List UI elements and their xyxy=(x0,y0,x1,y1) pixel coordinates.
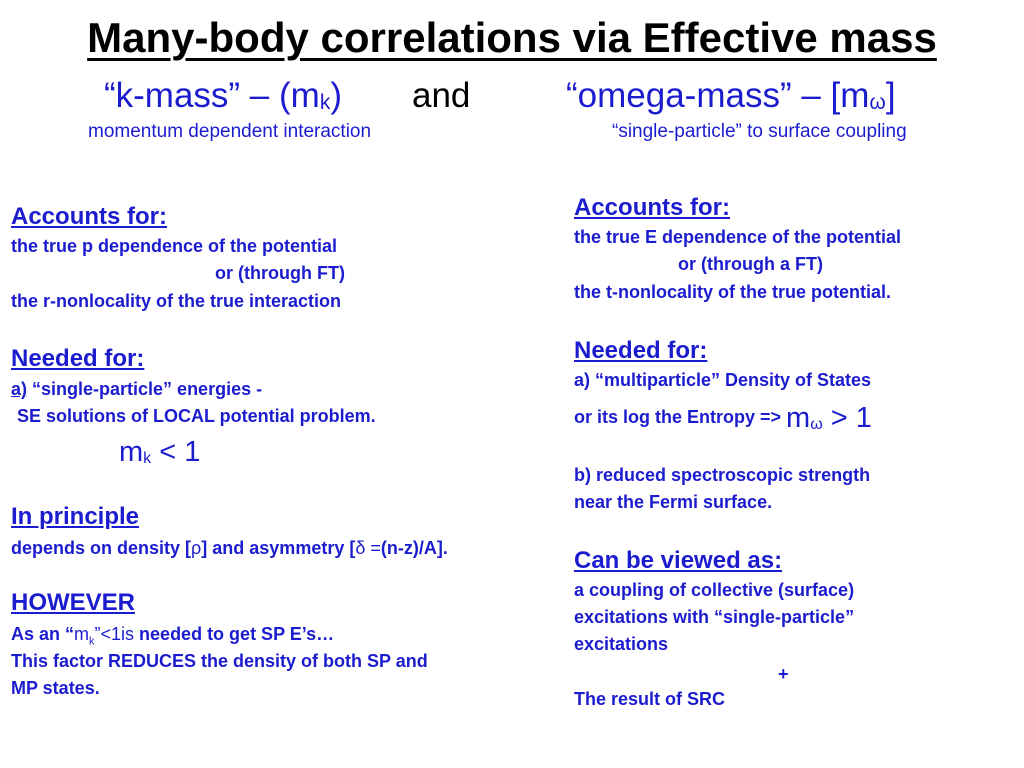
however-text-a: As an “ xyxy=(11,624,75,644)
right-entropy-line xyxy=(574,398,872,434)
in-principle-line xyxy=(11,538,448,559)
left-needed-line-2: SE solutions of LOCAL potential problem. xyxy=(17,406,376,426)
right-accounts-line-2: or (through a FT) xyxy=(678,254,823,274)
plus-sign: + xyxy=(778,664,789,684)
omega-mass-close: ] xyxy=(885,76,896,115)
rho-symbol: ρ xyxy=(191,538,202,558)
left-accounts-line-1: the true p dependence of the potential xyxy=(11,236,338,256)
in-principle-header: In principle xyxy=(11,503,140,530)
right-needed-line-a: a) “multiparticle” Density of States xyxy=(574,370,872,390)
k-mass-close: ) xyxy=(330,76,342,115)
mk-symbol: m xyxy=(119,436,144,468)
mk-subscript: k xyxy=(143,450,152,467)
page-title: Many-body correlations via Effective mass xyxy=(87,14,937,61)
however-text-c: needed to get SP E’s… xyxy=(134,624,335,644)
left-needed-a-text: “single-particle” energies - xyxy=(27,379,263,399)
mw-subscript: ω xyxy=(810,416,823,433)
viewed-line-4: The result of SRC xyxy=(574,689,726,709)
mw-symbol: m xyxy=(786,402,811,434)
however-text-b: ”<1is xyxy=(94,624,135,644)
mw-inequality: > 1 xyxy=(822,402,872,434)
right-accounts-line-3: the t-nonlocality of the true potential. xyxy=(574,282,891,302)
viewed-as-header: Can be viewed as: xyxy=(574,547,783,574)
k-mass-description: momentum dependent interaction xyxy=(88,121,372,142)
however-mk: m xyxy=(74,624,90,644)
left-needed-a-marker: a) xyxy=(11,379,28,399)
left-accounts-line-3: the r-nonlocality of the true interaction xyxy=(11,291,342,311)
left-accounts-line-2: or (through FT) xyxy=(215,263,345,283)
mk-inequality: < 1 xyxy=(151,436,201,468)
however-line-3: MP states. xyxy=(11,678,100,698)
and-word: and xyxy=(412,76,471,115)
right-accounts-header: Accounts for: xyxy=(574,194,730,221)
mk-relation xyxy=(119,436,200,469)
right-needed-line-b: b) reduced spectroscopic strength xyxy=(574,465,871,485)
right-needed-header: Needed for: xyxy=(574,337,708,364)
however-line-1 xyxy=(11,624,334,648)
principle-text-3: (n-z)/A]. xyxy=(380,538,448,558)
viewed-line-2: excitations with “single-particle” xyxy=(574,607,855,627)
k-mass-subscript: k xyxy=(319,91,331,114)
omega-mass-subscript: ω xyxy=(869,91,886,114)
omega-mass-heading xyxy=(566,76,896,116)
viewed-line-1: a coupling of collective (surface) xyxy=(574,580,855,600)
left-needed-line-a xyxy=(11,379,262,400)
k-mass-heading xyxy=(104,76,342,116)
delta-symbol: δ = xyxy=(355,538,381,558)
left-accounts-header: Accounts for: xyxy=(11,203,167,230)
however-mk-subscript: k xyxy=(89,635,95,648)
k-mass-text: “k-mass” – (m xyxy=(104,76,320,115)
principle-text-1: depends on density [ xyxy=(11,538,192,558)
mw-relation xyxy=(786,402,872,434)
however-header: HOWEVER xyxy=(11,589,136,616)
omega-mass-text: “omega-mass” – [m xyxy=(566,76,870,115)
right-needed-line-b2: near the Fermi surface. xyxy=(574,492,773,512)
right-accounts-line-1: the true E dependence of the potential xyxy=(574,227,902,247)
omega-mass-description: “single-particle” to surface coupling xyxy=(612,121,907,142)
entropy-text: or its log the Entropy => xyxy=(574,407,787,427)
however-line-2: This factor REDUCES the density of both SP and xyxy=(11,651,428,671)
viewed-line-3: excitations xyxy=(574,634,669,654)
principle-text-2: ] and asymmetry [ xyxy=(201,538,356,558)
left-needed-header: Needed for: xyxy=(11,345,145,372)
